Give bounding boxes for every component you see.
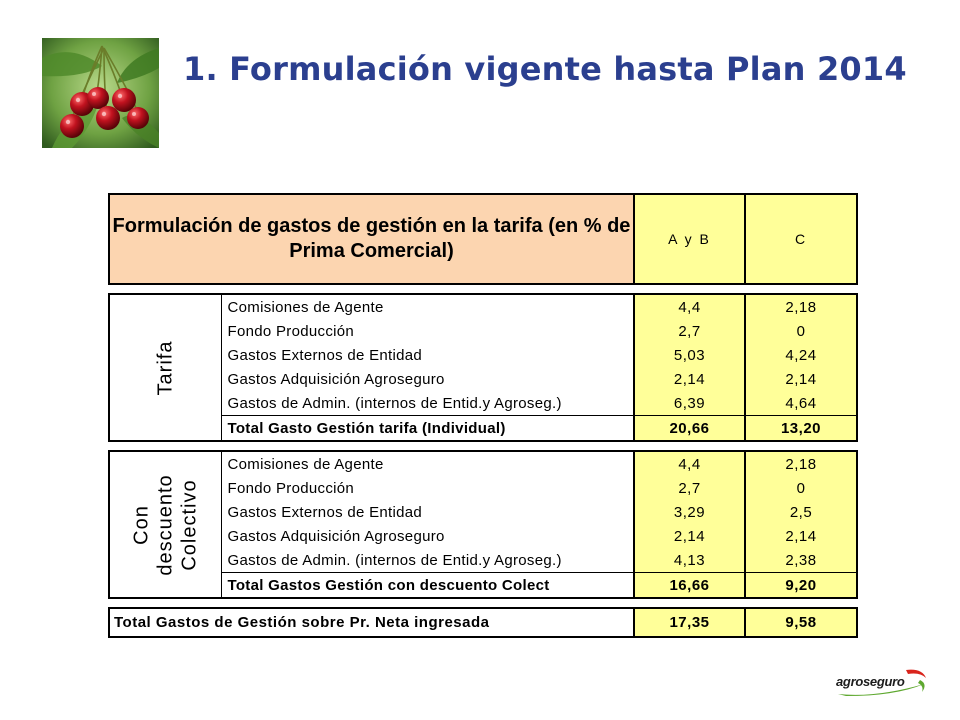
value-c: 0: [745, 319, 857, 343]
row-label: Fondo Producción: [221, 319, 634, 343]
value-ab: 4,13: [634, 548, 745, 573]
total-value-c: 9,20: [745, 573, 857, 599]
table-row: [109, 343, 857, 367]
value-c: 2,38: [745, 548, 857, 573]
group-label-con-descuento-colectivo: Con descuento Colectivo: [109, 451, 221, 598]
value-ab: 4,4: [634, 451, 745, 476]
row-label: Gastos Externos de Entidad: [221, 343, 634, 367]
grand-total-label: Total Gastos de Gestión sobre Pr. Neta ingresada: [109, 608, 634, 637]
table-row: [109, 548, 857, 573]
value-ab: 5,03: [634, 343, 745, 367]
table-header-title: Formulación de gastos de gestión en la tarifa (en % de Prima Comercial): [109, 194, 634, 284]
value-c: 2,18: [745, 451, 857, 476]
value-c: 2,14: [745, 367, 857, 391]
row-label: Gastos de Admin. (internos de Entid.y Agroseg.): [221, 391, 634, 416]
total-label: Total Gastos Gestión con descuento Colect: [221, 573, 634, 599]
value-c: 2,14: [745, 524, 857, 548]
total-value-ab: 16,66: [634, 573, 745, 599]
table-row: [109, 451, 857, 476]
total-row: [109, 573, 857, 599]
value-ab: 3,29: [634, 500, 745, 524]
value-c: 4,24: [745, 343, 857, 367]
row-label: Fondo Producción: [221, 476, 634, 500]
agroseguro-logo: [836, 668, 930, 698]
grand-total-value-c: 9,58: [745, 608, 857, 637]
row-label: Gastos de Admin. (internos de Entid.y Agroseg.): [221, 548, 634, 573]
table-row: [109, 391, 857, 416]
row-label: Gastos Externos de Entidad: [221, 500, 634, 524]
value-c: 2,18: [745, 294, 857, 319]
value-ab: 2,14: [634, 367, 745, 391]
grand-total-value-ab: 17,35: [634, 608, 745, 637]
row-label: Comisiones de Agente: [221, 294, 634, 319]
value-ab: 2,7: [634, 476, 745, 500]
table-row: [109, 476, 857, 500]
grand-total-row: [109, 608, 857, 637]
cherries-photo: [42, 38, 159, 148]
value-ab: 6,39: [634, 391, 745, 416]
value-ab: 2,14: [634, 524, 745, 548]
table-header-row: [109, 194, 857, 284]
total-value-ab: 20,66: [634, 416, 745, 442]
value-c: 2,5: [745, 500, 857, 524]
table-row: [109, 500, 857, 524]
column-header-ab: A y B: [634, 194, 745, 284]
value-ab: 4,4: [634, 294, 745, 319]
row-label: Comisiones de Agente: [221, 451, 634, 476]
total-label: Total Gasto Gestión tarifa (Individual): [221, 416, 634, 442]
value-ab: 2,7: [634, 319, 745, 343]
table-row: [109, 294, 857, 319]
value-c: 4,64: [745, 391, 857, 416]
total-row: [109, 416, 857, 442]
management-costs-table: [108, 193, 858, 638]
value-c: 0: [745, 476, 857, 500]
table-row: [109, 319, 857, 343]
row-label: Gastos Adquisición Agroseguro: [221, 524, 634, 548]
row-label: Gastos Adquisición Agroseguro: [221, 367, 634, 391]
table-row: [109, 367, 857, 391]
logo-text: agroseguro: [836, 674, 905, 689]
total-value-c: 13,20: [745, 416, 857, 442]
table-row: [109, 524, 857, 548]
group-label-tarifa: Tarifa: [109, 294, 221, 441]
column-header-c: C: [745, 194, 857, 284]
page-title: 1. Formulación vigente hasta Plan 2014: [183, 50, 907, 88]
